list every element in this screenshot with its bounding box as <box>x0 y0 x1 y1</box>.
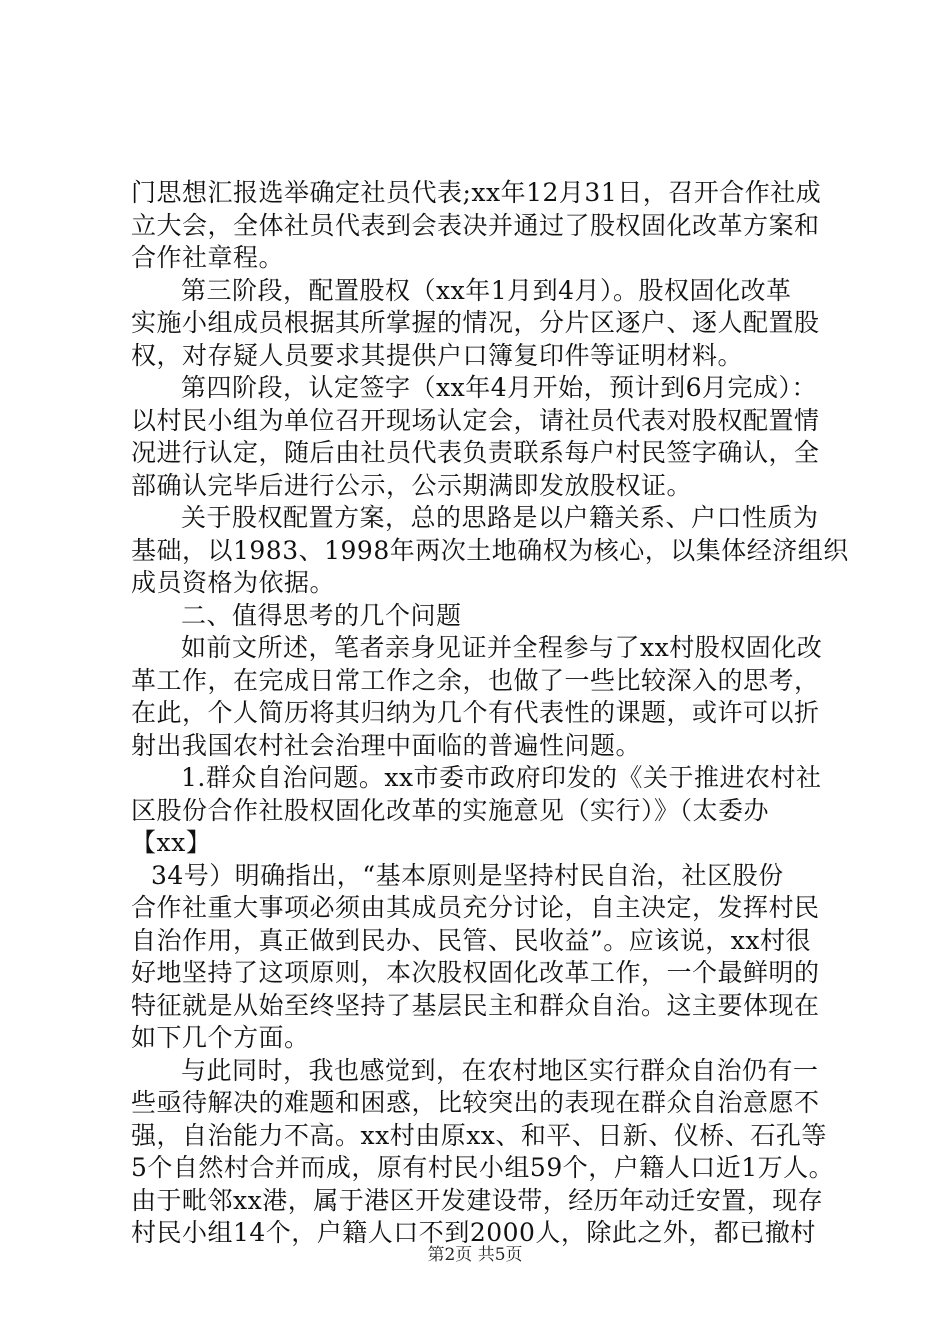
paragraph-start: 第四阶段，认定签字（xx年4月开始，预计到6月完成）： <box>181 373 818 402</box>
paragraph-start: 关于股权配置方案，总的思路是以户籍关系、户口性质为 <box>181 503 819 532</box>
text-line: 门思想汇报选举确定社员代表;xx年12月31日，召开合作社成 <box>131 178 822 207</box>
text-line: 部确认完毕后进行公示，公示期满即发放股权证。 <box>131 470 693 500</box>
section-heading: 二、值得思考的几个问题 <box>181 600 462 630</box>
text-line: 【xx】 <box>131 828 212 857</box>
text-line: 实施小组成员根据其所掌握的情况，分片区逐户、逐人配置股 <box>131 308 820 337</box>
text-line: 些亟待解决的难题和困惑，比较突出的表现在群众自治意愿不 <box>131 1088 820 1117</box>
text-line: 况进行认定，随后由社员代表负责联系每户村民签字确认，全 <box>131 438 820 467</box>
text-line: 区股份合作社股权固化改革的实施意见（实行）》（太委办 <box>131 795 770 825</box>
paragraph-start: 1.群众自治问题。xx市委市政府印发的《关于推进农村社 <box>181 763 822 792</box>
document-body <box>131 177 849 1250</box>
text-line: 立大会，全体社员代表到会表决并通过了股权固化改革方案和 <box>131 210 820 240</box>
text-line: 如下几个方面。 <box>131 1023 310 1052</box>
text-line: 在此，个人简历将其归纳为几个有代表性的课题，或许可以折 <box>131 698 820 727</box>
text-line: 成员资格为依据。 <box>131 568 336 597</box>
text-line: 以村民小组为单位召开现场认定会，请社员代表对股权配置情 <box>131 405 820 435</box>
page-footer: 第2页 共5页 <box>427 1245 523 1265</box>
text-line: 好地坚持了这项原则，本次股权固化改革工作，一个最鲜明的 <box>131 958 820 987</box>
text-line: 特征就是从始至终坚持了基层民主和群众自治。这主要体现在 <box>131 990 820 1020</box>
text-line: 村民小组14个，户籍人口不到2000人，除此之外，都已撤村 <box>131 1218 816 1247</box>
paragraph-start: 第三阶段，配置股权（xx年1月到4月）。股权固化改革 <box>181 275 792 305</box>
text-line: 合作社重大事项必须由其成员充分讨论，自主决定，发挥村民 <box>131 893 820 922</box>
text-line: 革工作，在完成日常工作之余，也做了一些比较深入的思考， <box>131 665 820 695</box>
paragraph-start: 与此同时，我也感觉到，在农村地区实行群众自治仍有一 <box>181 1055 819 1085</box>
text-line: 由于毗邻xx港，属于港区开发建设带，经历年动迁安置，现存 <box>131 1185 824 1215</box>
text-line: 射出我国农村社会治理中面临的普遍性问题。 <box>131 730 642 760</box>
text-line: 自治作用，真正做到民办、民管、民收益”。应该说，xx村很 <box>131 925 811 955</box>
text-line: 强，自治能力不高。xx村由原xx、和平、日新、仪桥、石孔等 <box>131 1120 827 1150</box>
paragraph-start: 34号）明确指出，“基本原则是坚持村民自治，社区股份 <box>151 860 784 890</box>
text-line: 基础，以1983、1998年两次土地确权为核心，以集体经济组织 <box>131 535 849 565</box>
text-line: 权，对存疑人员要求其提供户口簿复印件等证明材料。 <box>131 340 744 370</box>
text-line: 5个自然村合并而成，原有村民小组59个，户籍人口近1万人。 <box>131 1153 835 1182</box>
text-line: 合作社章程。 <box>131 243 285 272</box>
paragraph-start: 如前文所述，笔者亲身见证并全程参与了xx村股权固化改 <box>181 633 823 662</box>
